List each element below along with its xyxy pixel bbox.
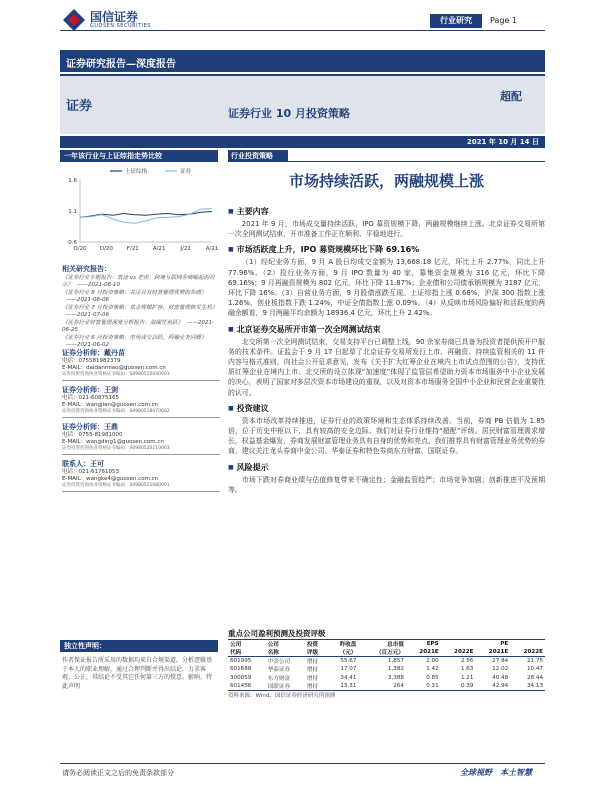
analyst-role: 证券分析师： — [62, 386, 104, 394]
related-report-item — [62, 275, 216, 289]
page-number: Page 1 — [490, 16, 517, 25]
table-cell: 2.00 — [426, 658, 439, 664]
phone-value: 021-61761053 — [78, 469, 119, 475]
table-cell: 3,388 — [387, 674, 404, 681]
title-band — [60, 74, 545, 134]
analyst-phone — [62, 469, 216, 476]
sector-name: 证券 — [66, 99, 93, 114]
section-heading: ■ 投资建议 — [228, 403, 545, 414]
table-header-cell: 2021E — [475, 648, 510, 657]
analyst-divider — [62, 380, 220, 381]
table-cell: 601456 — [228, 682, 266, 691]
phone-label: 电话： — [62, 358, 79, 364]
content-section — [228, 244, 545, 318]
analyst-heading — [62, 422, 216, 432]
related-report-item — [62, 290, 216, 304]
table-cell: 1,857 — [387, 658, 404, 664]
x-tick-label: O/20 — [73, 246, 87, 252]
analyst-name-text: 王鼎 — [104, 423, 118, 431]
analyst-phone — [62, 432, 216, 439]
investment-rating: 超配 — [500, 90, 522, 103]
analyst-card — [62, 348, 216, 381]
series-line — [80, 212, 212, 218]
table-cell: 中金公司 — [267, 659, 291, 665]
table-cell: 34.41 — [340, 674, 357, 681]
table-header-row-1 — [228, 640, 545, 649]
analyst-card — [62, 385, 216, 418]
table-cell: 1.21 — [460, 674, 474, 681]
table-source: 资料来源：Wind、国信证券经济研究所预测 — [228, 693, 336, 699]
table-cell: 34.13 — [510, 682, 545, 691]
table-row — [228, 674, 545, 683]
related-report-item — [62, 305, 216, 319]
x-tick-label: J/21 — [180, 246, 191, 252]
footer-disclaimer: 请务必阅读正文之后的免责条款部分 — [62, 769, 174, 777]
table-cell: 12.02 — [492, 666, 509, 673]
table-cell: 2.56 — [460, 658, 474, 664]
report-date: 2021 年 10 月 14 日 — [60, 136, 545, 148]
analyst-email — [62, 402, 216, 409]
table-cell: 300059 — [230, 674, 252, 681]
header-divider — [60, 30, 545, 31]
series-line — [80, 209, 212, 224]
table-cell: 国联证券 — [266, 682, 305, 691]
analyst-role: 证券分析师： — [62, 423, 104, 431]
email-value: daidanmiao@guosen.com.cn — [86, 365, 166, 371]
analyst-name-text: 戴丹苗 — [104, 349, 125, 357]
email-label: E-MAIL： — [62, 439, 87, 445]
table-cell: 42.94 — [475, 682, 510, 691]
x-tick-label: A/21 — [205, 246, 218, 252]
legend-label: 上证综指 — [125, 169, 148, 175]
phone-label: 电话： — [62, 469, 79, 475]
analyst-role: 证券分析师： — [62, 349, 104, 357]
analyst-divider — [62, 454, 220, 455]
table-header-cell: （百万元） — [358, 648, 406, 657]
section-paragraph: 市场下跌对券商业绩与估值修复带来不确定性；金融监管趋严；市场竞争加剧；创新推进不及预期等。 — [228, 475, 545, 494]
analyst-heading — [62, 459, 216, 469]
table-cell: 增持 — [305, 682, 328, 691]
email-label: E-MAIL： — [62, 476, 87, 482]
top-header — [0, 0, 600, 44]
analyst-card — [62, 459, 216, 492]
section-heading: ■ 市场活跃度上升，IPO 募资规模环比下降 69.16% — [228, 244, 545, 255]
phone-label: 电话： — [62, 432, 79, 438]
table-cell: 264 — [358, 682, 406, 691]
table-cell: 增持 — [306, 667, 319, 674]
guosen-logo-icon — [62, 8, 86, 32]
table-cell: 27.84 — [492, 658, 509, 664]
section-heading: ■ 北京证券交易所开市第一次全网测试结束 — [228, 324, 545, 335]
table-cell: 0.85 — [426, 674, 439, 681]
phone-label: 电话： — [62, 395, 79, 401]
y-tick-label: 1.1 — [68, 209, 77, 215]
y-tick-label: 0.6 — [68, 240, 77, 246]
analyst-certificate: 证券投资咨询执业资格证书编码：S0980521080001 — [62, 483, 170, 488]
table-header-row-2 — [228, 648, 545, 657]
phone-value: 021-60875165 — [78, 395, 119, 401]
table-cell: 0.31 — [406, 682, 441, 691]
analyst-divider — [62, 491, 220, 492]
related-reports-title: 相关研究报告： — [62, 265, 111, 273]
table-cell: 17.07 — [340, 666, 357, 673]
email-value: wangjian@guosen.com.cn — [86, 402, 159, 408]
phone-value: 075581982379 — [78, 358, 121, 364]
headline: 市场持续活跃，两融规模上涨 — [288, 172, 484, 190]
table-row — [228, 657, 545, 666]
table-cell: 华泰证券 — [267, 667, 291, 674]
content-section — [228, 403, 545, 457]
section-paragraph: 北交所第一次全网测试结束，交易支持平台已调整上线，90 余家券商已具备为投资者提供预开户服务的技术条件。证监会于 9 月 17 日起草了北京证券交易所发行上市、再融资、持续监管相关的 11 件内容与格式准则，向社会公开征求意见，发布《关于扩大红筹企业在境内上市试点范围的公告》，支持优质红筹企业在境内上市。北交所的设立体现“加速度”体现了监管层希望助力资本市场服务中小企业发展的决心，表明了国家对多层次资本市场建设的重视，以及对资本市场服务全国中小企业和民营企业重要性的认可。 — [228, 337, 545, 397]
analyst-divider — [62, 417, 220, 418]
analyst-certificate: 证券投资咨询执业资格证书编码：S0980520040003 — [62, 372, 170, 377]
related-report-date: ——2021-06-25 — [62, 320, 214, 333]
forecast-table — [228, 639, 545, 691]
email-label: E-MAIL： — [62, 365, 87, 371]
content-section — [228, 324, 545, 398]
analyst-certificate: 证券投资咨询执业资格证书编码：S0980520110003 — [62, 446, 170, 451]
analyst-heading — [62, 385, 216, 395]
table-cell: 601995 — [230, 658, 252, 664]
analyst-name-text: 王剑 — [104, 386, 118, 394]
related-report-date: ——2021-06-02 — [66, 342, 109, 348]
table-cell: 增持 — [306, 675, 319, 682]
table-cell: 增持 — [306, 659, 319, 665]
analyst-heading — [62, 348, 216, 358]
table-cell: 21.75 — [526, 658, 543, 664]
table-header-cell: 评级 — [305, 648, 328, 657]
table-cell: 55.67 — [340, 658, 357, 664]
section-paragraph: 2021 年 9 月，市场成交量持续活跃，IPO 募资规模下降，两融规模继续上涨。北京证券交易所第一次全网测试结束，开市准备工作正在顺利、平稳地进行。 — [228, 220, 545, 239]
chart-heading: 一年该行业与上证综指走势比较 — [60, 150, 218, 162]
legend-label: 证券 — [180, 169, 192, 175]
logo-text-en: GUOSEN SECURITIES — [90, 23, 151, 29]
table-cell: 1.42 — [426, 666, 439, 673]
independence-text: 作者保证报告所采用的数据均来自合规渠道，分析逻辑基于本人的职业理解，通过合理判断并得出结论，力求客观、公正，其结论不受其它任何第三方的授意、影响，特此声明 — [62, 657, 213, 690]
related-report-date: ——2021-08-10 — [77, 282, 120, 288]
table-cell: 40.48 — [492, 674, 509, 681]
related-report-text: 《证券行业 6 月投资策略：市场成交活跃，两融业务回暖》 — [62, 335, 207, 341]
content-section — [228, 206, 545, 239]
related-report-date: ——2021-08-06 — [66, 297, 109, 303]
related-report-item — [62, 320, 216, 334]
main-section-label — [228, 150, 545, 162]
analyst-certificate: 证券投资咨询执业资格证书编码：S0980518070002 — [62, 409, 170, 414]
main-body — [228, 206, 545, 500]
report-category-band: 证券研究报告—深度报告 — [60, 50, 545, 72]
related-reports-list — [62, 275, 216, 349]
content-section — [228, 462, 545, 495]
section-paragraph: （1）经纪业务方面，9 月 A 股日均成交金额为 13,668.18 亿元，环比上升 2.77%，同比上升 77.96%。（2）投行业务方面，9 月 IPO 数量为 40 家，募集资金规模为 316 亿元，环比下降 69.16%；9 月再融资规模为 802 亿元，环比下降 11.87%；企业债和公司债承销规模为 3187 亿元，环比下降 16%。（3）自营业务方面，9 月股债涨跌互现。上证综指上涨 0.68%，沪深 300 指数上涨 1.26%，创业板指数下跌 1.24%，中证全债指数上涨 0.09%。（4）从反映市场风险偏好和活跃度的两融余额看，9 月两融平均余额为 18936.4 亿元，环比上升 2.42%。 — [228, 258, 545, 318]
analyst-list — [62, 348, 216, 496]
email-value: wangke4@guosen.com.cn — [86, 476, 159, 482]
trend-chart — [60, 164, 218, 260]
table-cell: 601688 — [230, 666, 252, 673]
table-row — [228, 682, 545, 691]
table-header-cell: 2021E — [406, 648, 441, 657]
table-header-cell: 名称 — [266, 648, 305, 657]
report-title: 证券行业 10 月投资策略 — [228, 107, 350, 120]
related-reports — [62, 264, 216, 349]
x-tick-label: A/21 — [152, 246, 166, 252]
table-cell: 10.47 — [526, 666, 543, 673]
analyst-phone — [62, 358, 216, 365]
strategy-label: 行业投资策略 — [228, 150, 288, 162]
table-cell: 1.63 — [460, 666, 474, 673]
table-header-cell — [510, 640, 545, 649]
table-header-cell: （元） — [328, 648, 359, 657]
table-title: 重点公司盈利预测及投资评级 — [228, 629, 326, 638]
related-report-text: 《证券行业财富管理深度分析报告：海阔凭鱼跃》 — [62, 320, 184, 326]
phone-value: 0755-81981000 — [78, 432, 123, 438]
table-header-cell: 2022E — [441, 648, 476, 657]
analyst-email — [62, 439, 216, 446]
table-cell: 28.44 — [526, 674, 543, 681]
related-report-text: 《证券行业 8 月投资策略：关注具有财富管理优势的券商》 — [62, 290, 207, 296]
table-header-cell: 投资 — [305, 640, 328, 649]
email-value: wangding1@guosen.com.cn — [86, 439, 164, 445]
table-header-cell: 公司 — [228, 640, 266, 649]
related-report-text: 《证券行业专题报告：富途 vs 老虎：跨境互联网券商崛起的启示》 — [62, 275, 215, 288]
email-label: E-MAIL： — [62, 402, 87, 408]
report-type-tag: 行业研究 — [430, 14, 482, 28]
section-heading: ■ 风险提示 — [228, 462, 545, 473]
table-header-cell: 总市值 — [358, 640, 406, 649]
related-report-date: ——2021-07-06 — [66, 312, 109, 318]
section-heading: ■ 主要内容 — [228, 206, 545, 217]
forecast-table-block — [228, 628, 545, 699]
table-header-cell: 2022E — [510, 648, 545, 657]
table-header-cell — [441, 640, 476, 649]
table-row — [228, 665, 545, 674]
table-header-cell: 公司 — [266, 640, 305, 649]
analyst-phone — [62, 395, 216, 402]
analyst-email — [62, 365, 216, 372]
analyst-card — [62, 422, 216, 455]
table-cell: 东方财富 — [267, 675, 291, 682]
y-tick-label: 1.6 — [68, 178, 77, 184]
table-cell: 0.39 — [441, 682, 476, 691]
x-tick-label: F/21 — [126, 246, 139, 252]
section-paragraph: 资本市场改革持续推进，证券行业的政策环境和生态体系持续改善。当前，券商 PB 估值为 1.85 倍，位于历史中枢以下，具有较高的安全边际。我们对证券行业维持“超配”评级。居民财富管理需求增长，权益基金爆发，券商发展财富管理业务具有自身的优势和亮点。我们推荐具有财富管理业务优势的券商，建议关注龙头券商中金公司、华泰证券和特色券商东方财富、国联证券。 — [228, 416, 545, 456]
related-report-text: 《证券行业 7 月投资策略：基金规模扩容，财富管理焕发生机》 — [62, 305, 218, 311]
footer-slogan: 全球视野 本土智慧 — [460, 768, 532, 777]
analyst-email — [62, 476, 216, 483]
analyst-role: 联系人： — [62, 460, 90, 468]
x-tick-label: D/20 — [99, 246, 113, 252]
table-header-cell: EPS — [406, 640, 441, 649]
table-header-cell: 代码 — [228, 648, 266, 657]
footer-divider — [60, 763, 545, 764]
related-report-item — [62, 335, 216, 349]
table-cell: 1,382 — [387, 666, 404, 673]
analyst-name-text: 王可 — [90, 460, 104, 468]
independence-heading: 独立性声明： — [60, 640, 218, 652]
table-header-cell: 昨收盘 — [328, 640, 359, 649]
table-cell: 13.31 — [328, 682, 359, 691]
logo-text-cn: 国信证券 — [90, 10, 139, 24]
table-header-cell: PE — [475, 640, 510, 649]
